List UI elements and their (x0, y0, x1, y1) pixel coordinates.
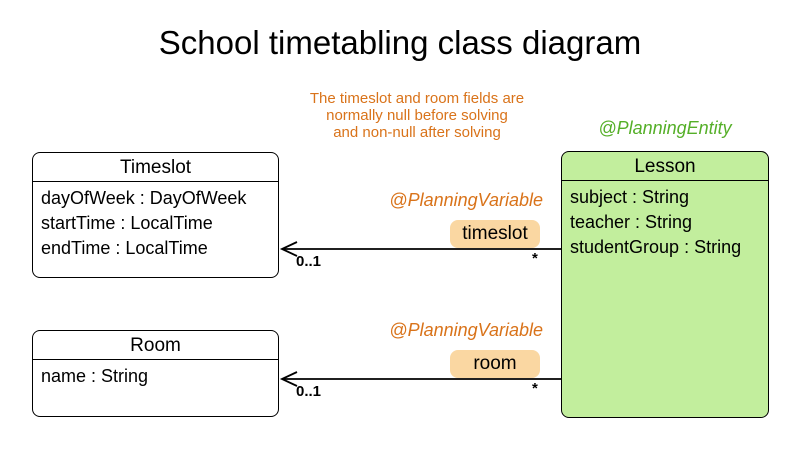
room-class-title: Room (33, 331, 278, 360)
lesson-attributes (562, 181, 768, 260)
timeslot-class-box (32, 152, 279, 278)
timeslot-source-multiplicity: * (532, 250, 538, 267)
lesson-attribute: teacher : String (570, 212, 693, 232)
timeslot-class-title: Timeslot (33, 153, 278, 182)
timeslot-target-multiplicity: 0..1 (296, 253, 322, 270)
lesson-class-box (561, 151, 769, 418)
note-line-2: normally null before solving (326, 107, 508, 124)
timeslot-field-tag: timeslot (450, 220, 540, 248)
room-class-box (32, 330, 279, 417)
timeslot-attribute: dayOfWeek : DayOfWeek (41, 188, 247, 208)
page-title: School timetabling class diagram (158, 24, 642, 61)
room-attribute: name : String (41, 366, 149, 386)
note-line-3: and non-null after solving (333, 124, 501, 141)
planning-variable-annotation-timeslot: @PlanningVariable (389, 190, 543, 210)
lesson-attribute: subject : String (570, 187, 690, 207)
planning-entity-annotation: @PlanningEntity (598, 118, 732, 138)
lesson-class-title: Lesson (562, 152, 768, 181)
room-attributes (33, 360, 278, 389)
room-target-multiplicity: 0..1 (296, 383, 322, 400)
lesson-attribute: studentGroup : String (570, 237, 742, 257)
room-source-multiplicity: * (532, 380, 538, 397)
timeslot-attributes (33, 182, 278, 261)
note-line-1: The timeslot and room fields are (309, 90, 525, 107)
planning-variable-annotation-room: @PlanningVariable (389, 320, 543, 340)
timeslot-attribute: startTime : LocalTime (41, 213, 213, 233)
room-field-tag: room (450, 350, 540, 378)
timeslot-attribute: endTime : LocalTime (41, 238, 208, 258)
